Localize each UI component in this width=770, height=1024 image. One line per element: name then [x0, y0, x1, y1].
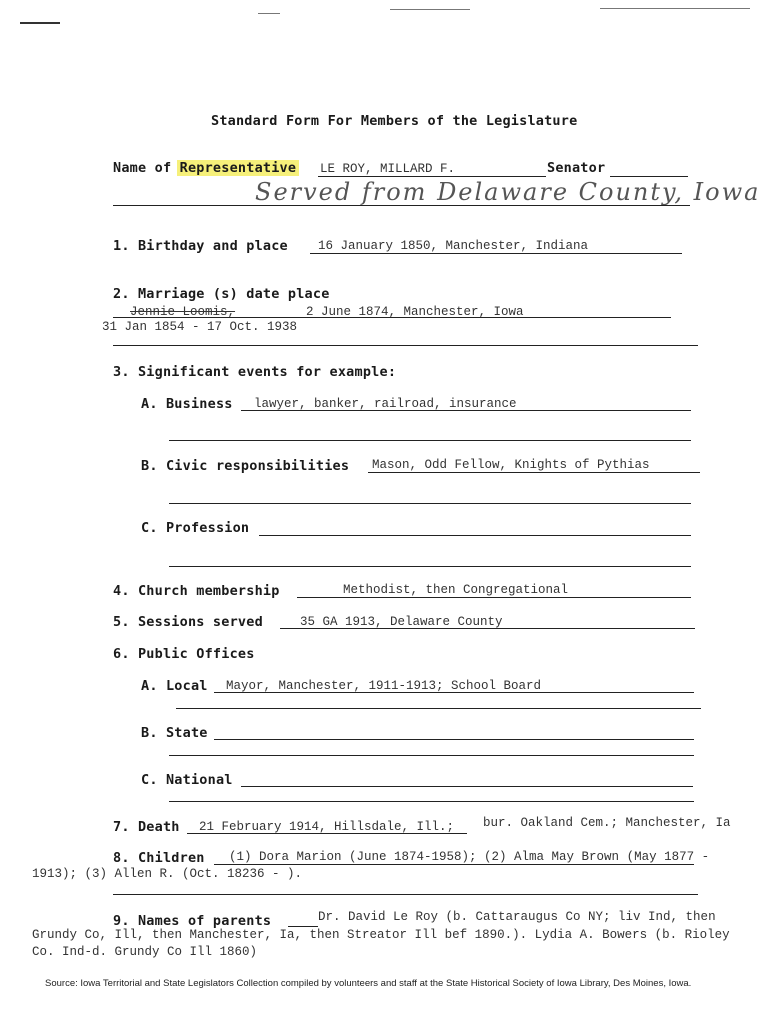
church-underline	[297, 597, 691, 598]
representative-label: Representative	[177, 160, 300, 176]
profession-underline	[259, 535, 691, 536]
offices-text: Public Offices	[137, 646, 255, 662]
children-num: 8.	[113, 850, 130, 866]
national-underline	[241, 786, 693, 787]
scan-mark	[600, 8, 750, 9]
marriage-num: 2.	[113, 286, 130, 302]
birthday-label	[113, 238, 288, 254]
birthday-value: 16 January 1850, Manchester, Indiana	[318, 239, 589, 253]
senator-underline	[610, 176, 688, 177]
offices-num: 6.	[113, 646, 130, 662]
sessions-underline	[280, 628, 695, 629]
form-title: Standard Form For Members of the Legislature	[211, 113, 578, 129]
profession-underline-2	[169, 566, 691, 567]
name-label	[113, 160, 299, 176]
offices-label	[113, 646, 255, 662]
parents-line-3: Co. Ind-d. Grundy Co Ill 1860)	[32, 945, 258, 959]
children-label	[113, 850, 205, 866]
business-value: lawyer, banker, railroad, insurance	[254, 397, 517, 411]
death-num: 7.	[113, 819, 130, 835]
scan-mark	[20, 22, 60, 24]
children-text: Children	[137, 850, 205, 866]
name-label-prefix: Name of	[113, 160, 172, 176]
representative-name: LE ROY, MILLARD F.	[320, 162, 456, 176]
children-line-2: 1913); (3) Allen R. (Oct. 18236 - ).	[32, 867, 303, 881]
civic-label: B. Civic responsibilities	[141, 458, 350, 474]
marriage-underline-2	[113, 345, 698, 346]
events-text: Significant events for example:	[137, 364, 397, 380]
church-text: Church membership	[137, 583, 280, 599]
spouse-dates: 31 Jan 1854 - 17 Oct. 1938	[102, 320, 298, 334]
civic-value: Mason, Odd Fellow, Knights of Pythias	[372, 458, 650, 472]
death-value: 21 February 1914, Hillsdale, Ill.;	[199, 820, 455, 834]
source-note: Source: Iowa Territorial and State Legislators Collection compiled by volunteers and staff at the State Historical Society of Iowa Library, Des Moines, Iowa.	[45, 978, 692, 989]
local-label: A. Local	[141, 678, 208, 694]
spouse-name: Jennie Loomis,	[130, 305, 236, 319]
local-underline-2	[176, 708, 701, 709]
events-label	[113, 364, 396, 380]
scan-mark	[258, 13, 280, 14]
civic-underline	[368, 472, 700, 473]
sessions-num: 5.	[113, 614, 130, 630]
church-label	[113, 583, 280, 599]
parents-label	[113, 913, 271, 929]
death-label	[113, 819, 180, 835]
parents-underline	[288, 926, 318, 927]
marriage-value: 2 June 1874, Manchester, Iowa	[306, 305, 524, 319]
national-underline-2	[169, 801, 694, 802]
name-underline	[318, 176, 546, 177]
death-text: Death	[137, 819, 180, 835]
children-underline-2	[113, 894, 698, 895]
business-label: A. Business	[141, 396, 233, 412]
sessions-label	[113, 614, 263, 630]
state-underline-2	[169, 755, 694, 756]
parents-line-1: Dr. David Le Roy (b. Cattaraugus Co NY; liv Ind, then	[318, 910, 716, 924]
burial-value: bur. Oakland Cem.; Manchester, Ia	[483, 816, 731, 830]
children-underline	[214, 864, 694, 865]
children-line-1: (1) Dora Marion (June 1874-1958); (2) Alma May Brown (May 1877 -	[229, 850, 710, 864]
profession-label: C. Profession	[141, 520, 250, 536]
death-underline	[187, 833, 467, 834]
business-underline	[241, 410, 691, 411]
parents-line-2: Grundy Co, Ill, then Manchester, Ia, then Streator Ill bef 1890.). Lydia A. Bowers (b. Rioley	[32, 928, 730, 942]
handwritten-underline	[113, 205, 690, 206]
sessions-value: 35 GA 1913, Delaware County	[300, 615, 503, 629]
state-label: B. State	[141, 725, 208, 741]
church-num: 4.	[113, 583, 130, 599]
civic-underline-2	[169, 503, 691, 504]
state-underline	[214, 739, 694, 740]
marriage-underline	[113, 317, 671, 318]
local-value: Mayor, Manchester, 1911-1913; School Board	[226, 679, 542, 693]
national-label: C. National	[141, 772, 233, 788]
parents-num: 9.	[113, 913, 130, 929]
local-underline	[214, 692, 694, 693]
scan-mark	[390, 9, 470, 10]
marriage-text: Marriage (s) date place	[137, 286, 330, 302]
marriage-label	[113, 286, 330, 302]
birthday-underline	[310, 253, 682, 254]
business-underline-2	[169, 440, 691, 441]
church-value: Methodist, then Congregational	[343, 583, 569, 597]
birthday-num: 1.	[113, 238, 130, 254]
sessions-text: Sessions served	[137, 614, 263, 630]
events-num: 3.	[113, 364, 130, 380]
handwritten-note: Served from Delaware County, Iowa	[255, 178, 761, 206]
parents-text: Names of parents	[137, 913, 272, 929]
birthday-text: Birthday and place	[137, 238, 288, 254]
senator-label: Senator	[547, 160, 606, 176]
